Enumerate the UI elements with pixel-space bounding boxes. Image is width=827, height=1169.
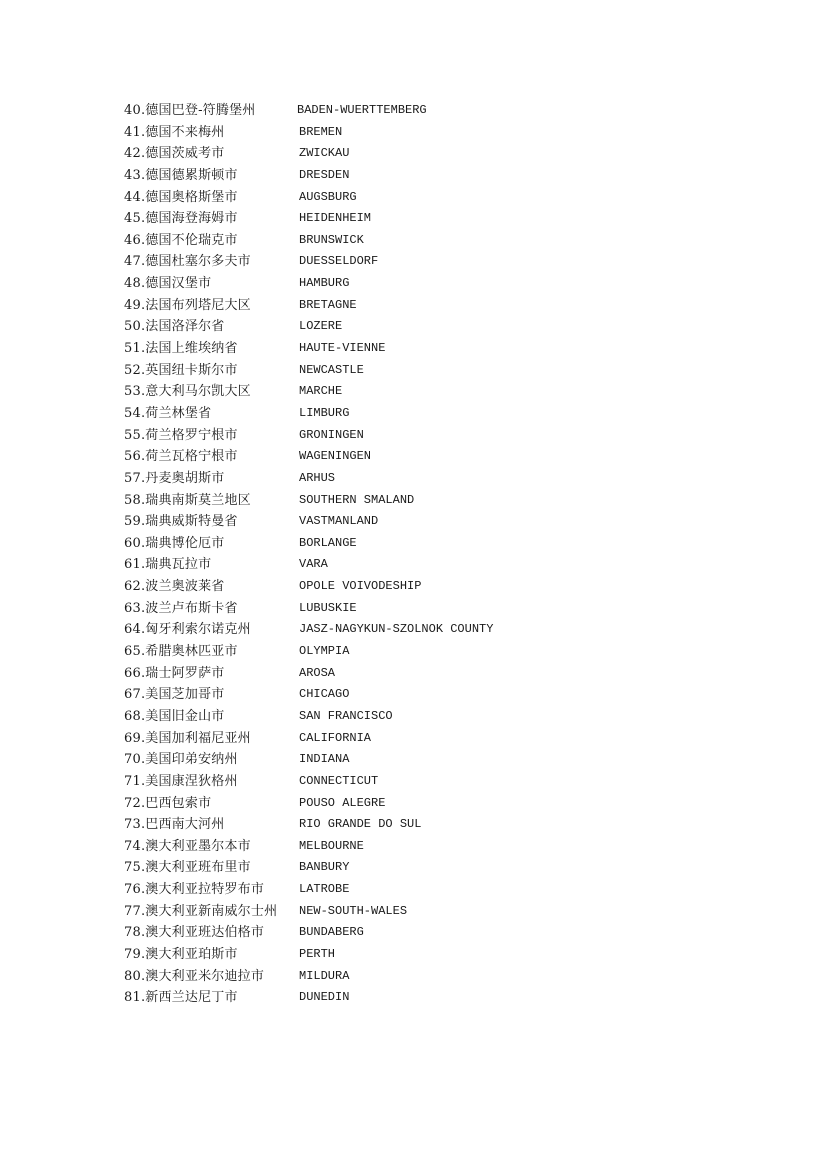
- list-item: [124, 533, 724, 555]
- list-item: [124, 684, 724, 706]
- list-item: [124, 403, 724, 425]
- english-region-name: BREMEN: [299, 124, 343, 139]
- list-item: [124, 576, 724, 598]
- list-item: [124, 771, 724, 793]
- list-item: [124, 706, 724, 728]
- region-list: [124, 100, 724, 1009]
- list-item: [124, 663, 724, 685]
- list-item: [124, 749, 724, 771]
- list-item: [124, 208, 724, 230]
- chinese-region-name: 50.法国洛泽尔省: [124, 319, 225, 335]
- chinese-region-name: 67.美国芝加哥市: [124, 687, 225, 703]
- list-item: [124, 446, 724, 468]
- english-region-name: OLYMPIA: [299, 644, 350, 659]
- chinese-region-name: 53.意大利马尔凯大区: [124, 384, 251, 400]
- chinese-region-name: 43.德国德累斯顿市: [124, 167, 238, 183]
- chinese-region-name: 78.澳大利亚班达伯格市: [124, 925, 265, 941]
- list-item: [124, 879, 724, 901]
- chinese-region-name: 57.丹麦奥胡斯市: [124, 470, 225, 486]
- list-item: [124, 468, 724, 490]
- chinese-region-name: 42.德国茨威考市: [124, 146, 225, 162]
- chinese-region-name: 48.德国汉堡市: [124, 276, 212, 292]
- chinese-region-name: 74.澳大利亚墨尔本市: [124, 838, 251, 854]
- list-item: [124, 554, 724, 576]
- list-item: [124, 338, 724, 360]
- chinese-region-name: 65.希腊奥林匹亚市: [124, 644, 238, 660]
- english-region-name: LATROBE: [299, 882, 350, 897]
- list-item: [124, 122, 724, 144]
- list-item: [124, 836, 724, 858]
- list-item: [124, 728, 724, 750]
- chinese-region-name: 60.瑞典博伦厄市: [124, 535, 225, 551]
- english-region-name: CONNECTICUT: [299, 773, 379, 788]
- list-item: [124, 641, 724, 663]
- chinese-region-name: 49.法国布列塔尼大区: [124, 297, 251, 313]
- list-item: [124, 511, 724, 533]
- english-region-name: MILDURA: [299, 968, 350, 983]
- chinese-region-name: 76.澳大利亚拉特罗布市: [124, 882, 265, 898]
- english-region-name: INDIANA: [299, 752, 350, 767]
- chinese-region-name: 46.德国不伦瑞克市: [124, 232, 238, 248]
- english-region-name: CALIFORNIA: [299, 730, 372, 745]
- english-region-name: JASZ-NAGYKUN-SZOLNOK COUNTY: [299, 622, 494, 637]
- english-region-name: AROSA: [299, 665, 336, 680]
- english-region-name: HAMBURG: [299, 276, 350, 291]
- english-region-name: DRESDEN: [299, 167, 350, 182]
- english-region-name: MARCHE: [299, 384, 343, 399]
- english-region-name: MELBOURNE: [299, 838, 364, 853]
- list-item: [124, 814, 724, 836]
- english-region-name: BADEN-WUERTTEMBERG: [297, 103, 427, 117]
- english-region-name: PERTH: [299, 946, 336, 961]
- list-item: [124, 187, 724, 209]
- english-region-name: BORLANGE: [299, 535, 357, 550]
- list-item: [124, 360, 724, 382]
- english-region-name: GRONINGEN: [299, 427, 364, 442]
- english-region-name: AUGSBURG: [299, 189, 357, 204]
- english-region-name: NEW-SOUTH-WALES: [299, 903, 408, 918]
- english-region-name: LOZERE: [299, 319, 343, 334]
- chinese-region-name: 41.德国不来梅州: [124, 124, 225, 140]
- chinese-region-name: 72.巴西包索市: [124, 795, 212, 811]
- chinese-region-name: 73.巴西南大河州: [124, 817, 225, 833]
- list-item: [124, 598, 724, 620]
- list-item: [124, 273, 724, 295]
- list-item: [124, 251, 724, 273]
- english-region-name: ARHUS: [299, 470, 336, 485]
- list-item: [124, 966, 724, 988]
- chinese-region-name: 51.法国上维埃纳省: [124, 341, 238, 357]
- chinese-region-name: 63.波兰卢布斯卡省: [124, 600, 238, 616]
- english-region-name: HAUTE-VIENNE: [299, 341, 386, 356]
- chinese-region-name: 64.匈牙利索尔诺克州: [124, 622, 251, 638]
- english-region-name: WAGENINGEN: [299, 449, 372, 464]
- english-region-name: BANBURY: [299, 860, 350, 875]
- chinese-region-name: 45.德国海登海姆市: [124, 211, 238, 227]
- chinese-region-name: 71.美国康涅狄格州: [124, 773, 238, 789]
- chinese-region-name: 44.德国奥格斯堡市: [124, 189, 238, 205]
- chinese-region-name: 70.美国印弟安纳州: [124, 752, 238, 768]
- list-item: [124, 901, 724, 923]
- chinese-region-name: 55.荷兰格罗宁根市: [124, 427, 238, 443]
- chinese-region-name: 52.英国纽卡斯尔市: [124, 362, 238, 378]
- english-region-name: LUBUSKIE: [299, 600, 357, 615]
- chinese-region-name: 58.瑞典南斯莫兰地区: [124, 492, 251, 508]
- list-item: [124, 793, 724, 815]
- english-region-name: LIMBURG: [299, 405, 350, 420]
- chinese-region-name: 47.德国杜塞尔多夫市: [124, 254, 251, 270]
- english-region-name: BUNDABERG: [299, 925, 364, 940]
- list-item: [124, 922, 724, 944]
- chinese-region-name: 79.澳大利亚珀斯市: [124, 946, 238, 962]
- chinese-region-name: 56.荷兰瓦格宁根市: [124, 449, 238, 465]
- list-item: [124, 100, 724, 122]
- english-region-name: DUNEDIN: [299, 990, 350, 1005]
- english-region-name: NEWCASTLE: [299, 362, 364, 377]
- english-region-name: SOUTHERN SMALAND: [299, 492, 415, 507]
- chinese-region-name: 61.瑞典瓦拉市: [124, 557, 212, 573]
- english-region-name: VARA: [299, 557, 328, 572]
- chinese-region-name: 75.澳大利亚班布里市: [124, 860, 251, 876]
- list-item: [124, 857, 724, 879]
- chinese-region-name: 81.新西兰达尼丁市: [124, 990, 238, 1006]
- list-item: [124, 143, 724, 165]
- chinese-region-name: 77.澳大利亚新南威尔士州: [124, 903, 278, 919]
- chinese-region-name: 80.澳大利亚米尔迪拉市: [124, 968, 265, 984]
- chinese-region-name: 69.美国加利福尼亚州: [124, 730, 251, 746]
- english-region-name: BRETAGNE: [299, 297, 357, 312]
- chinese-region-name: 54.荷兰林堡省: [124, 405, 212, 421]
- english-region-name: HEIDENHEIM: [299, 211, 372, 226]
- english-region-name: RIO GRANDE DO SUL: [299, 817, 422, 832]
- list-item: [124, 230, 724, 252]
- list-item: [124, 381, 724, 403]
- english-region-name: VASTMANLAND: [299, 514, 379, 529]
- list-item: [124, 987, 724, 1009]
- english-region-name: POUSO ALEGRE: [299, 795, 386, 810]
- english-region-name: BRUNSWICK: [299, 232, 364, 247]
- list-item: [124, 165, 724, 187]
- list-item: [124, 295, 724, 317]
- list-item: [124, 619, 724, 641]
- english-region-name: DUESSELDORF: [299, 254, 379, 269]
- chinese-region-name: 68.美国旧金山市: [124, 708, 225, 724]
- english-region-name: CHICAGO: [299, 687, 350, 702]
- chinese-region-name: 40.德国巴登-符腾堡州: [124, 103, 256, 118]
- list-item: [124, 316, 724, 338]
- list-item: [124, 425, 724, 447]
- chinese-region-name: 62.波兰奥波莱省: [124, 579, 225, 595]
- english-region-name: OPOLE VOIVODESHIP: [299, 579, 422, 594]
- chinese-region-name: 66.瑞士阿罗萨市: [124, 665, 225, 681]
- list-item: [124, 944, 724, 966]
- chinese-region-name: 59.瑞典威斯特曼省: [124, 514, 238, 530]
- english-region-name: SAN FRANCISCO: [299, 708, 393, 723]
- list-item: [124, 490, 724, 512]
- english-region-name: ZWICKAU: [299, 146, 350, 161]
